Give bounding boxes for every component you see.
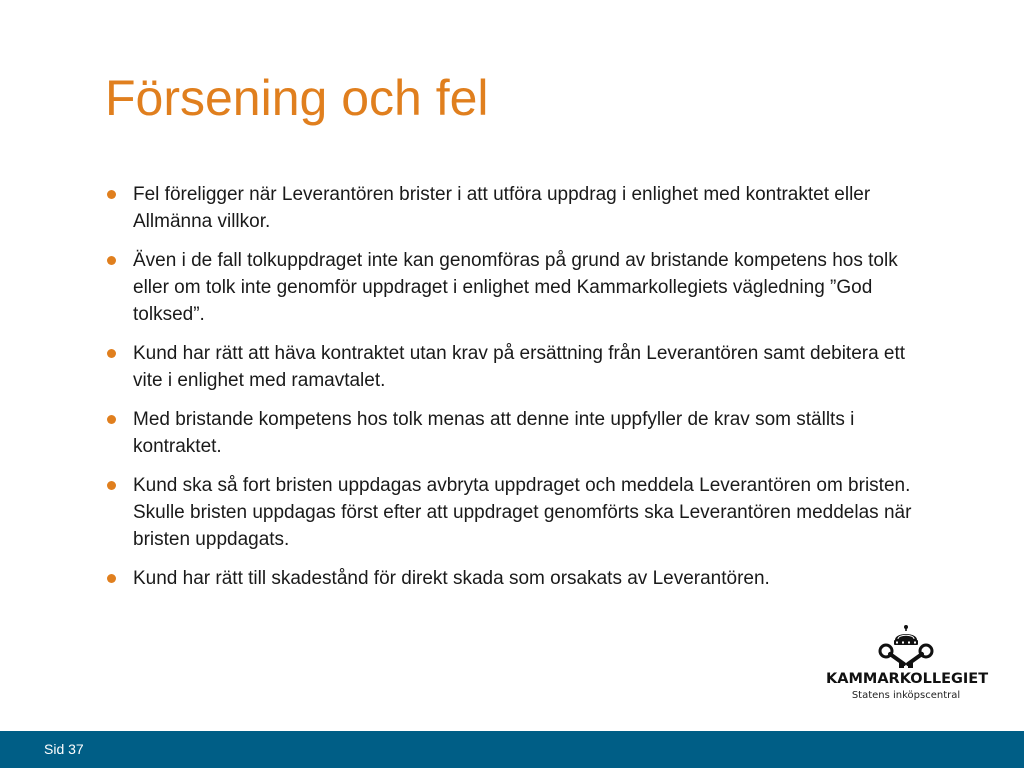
bullet-item — [106, 406, 936, 460]
bullet-dot-icon — [107, 415, 116, 424]
bullet-text: Även i de fall tolkuppdraget inte kan genomföras på grund av bristande kompetens hos tolk eller om tolk inte genomför uppdraget i enlighet med Kammarkollegiets vägledning ”God tolksed”. — [133, 250, 898, 325]
page-number: Sid 37 — [44, 741, 84, 757]
bullet-dot-icon — [107, 481, 116, 490]
bullet-item — [106, 472, 936, 553]
bullet-text: Med bristande kompetens hos tolk menas att denne inte uppfyller de krav som ställts i kontraktet. — [133, 409, 855, 457]
bullet-text: Kund har rätt till skadestånd för direkt skada som orsakats av Leverantören. — [133, 568, 770, 589]
slide-title: Försening och fel — [105, 70, 489, 126]
logo-subtitle: Statens inköpscentral — [851, 690, 961, 701]
bullet-item — [106, 181, 936, 235]
bullet-dot-icon — [107, 190, 116, 199]
crown-keys-icon — [877, 624, 935, 670]
bullet-item — [106, 247, 936, 328]
bullet-dot-icon — [107, 574, 116, 583]
bullet-dot-icon — [107, 349, 116, 358]
bullet-dot-icon — [107, 256, 116, 265]
bullet-text: Kund ska så fort bristen uppdagas avbryta uppdraget och meddela Leverantören om bristen. Skulle bristen uppdagas först efter att uppdraget genomförts ska Leverantören meddelas när bristen uppdagats. — [133, 475, 912, 550]
bullet-text: Kund har rätt att häva kontraktet utan krav på ersättning från Leverantören samt debitera ett vite i enlighet med ramavtalet. — [133, 343, 906, 391]
bullet-text: Fel föreligger när Leverantören brister i att utföra uppdrag i enlighet med kontraktet eller Allmänna villkor. — [133, 184, 871, 232]
footer-bar — [0, 731, 1024, 768]
bullet-list — [106, 181, 936, 604]
logo-name: KAMMARKOLLEGIET — [826, 671, 989, 687]
kammarkollegiet-logo — [826, 624, 989, 706]
bullet-item — [106, 340, 936, 394]
bullet-item — [106, 565, 936, 592]
